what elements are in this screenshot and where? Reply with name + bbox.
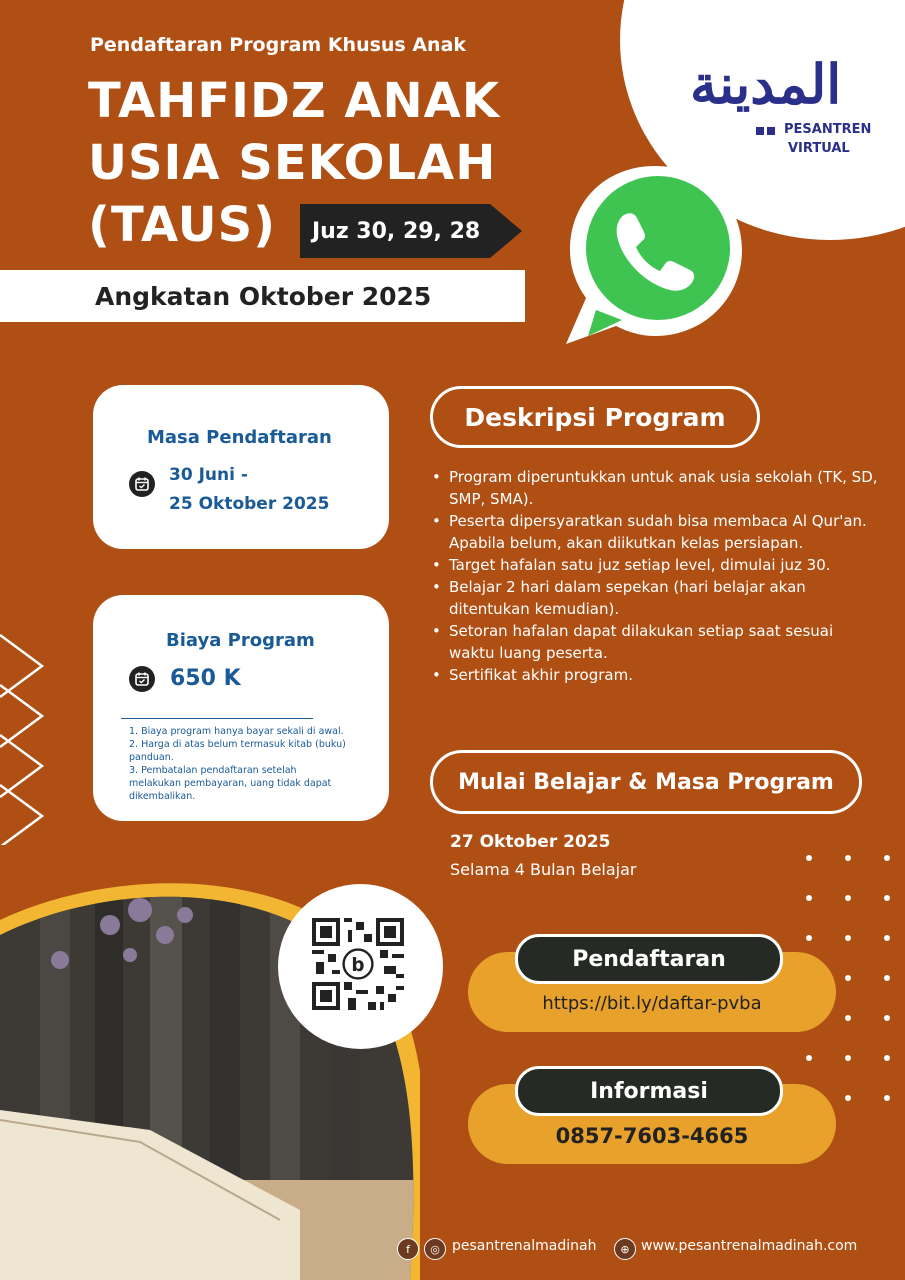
registration-heading: Masa Pendaftaran	[147, 427, 332, 448]
globe-icon: ⊕	[614, 1238, 636, 1260]
calendar-icon	[129, 471, 155, 497]
list-item: • Target hafalan satu juz setiap level, dimulai juz 30.	[432, 554, 882, 576]
logo-square-icon	[767, 127, 775, 135]
fee-notes	[129, 725, 379, 803]
logo-arabic: المدينة	[690, 52, 842, 116]
website-link[interactable]: www.pesantrenalmadinah.com	[641, 1238, 858, 1254]
social-handle[interactable]: pesantrenalmadinah	[452, 1238, 597, 1254]
list-item: • Belajar 2 hari dalam sepekan (hari belajar akan ditentukan kemudian).	[432, 576, 882, 620]
divider	[121, 718, 313, 719]
list-item: • Peserta dipersyaratkan sudah bisa membaca Al Qur'an. Apabila belum, akan diikutkan kelas persiapan.	[432, 510, 882, 554]
logo-text-line2: VIRTUAL	[788, 141, 850, 156]
registration-date-start: 30 Juni -	[169, 465, 248, 485]
qr-code-icon	[312, 918, 404, 1010]
start-date: 27 Oktober 2025	[450, 832, 611, 852]
title-line-1: TAHFIDZ ANAK	[88, 73, 501, 129]
instagram-icon[interactable]: ◎	[424, 1238, 446, 1260]
chevron-decoration-icon	[0, 630, 50, 845]
registration-dates	[169, 461, 329, 519]
juz-badge: Juz 30, 29, 28	[300, 204, 490, 258]
list-item: • Setoran hafalan dapat dilakukan setiap saat sesuai waktu luang peserta.	[432, 620, 882, 664]
fee-card	[93, 595, 389, 821]
fee-note: 1. Biaya program hanya bayar sekali di awal.	[129, 726, 344, 737]
fee-heading: Biaya Program	[166, 630, 315, 651]
fee-note: 3. Pembatalan pendaftaran setelah	[129, 765, 297, 776]
batch-banner: Angkatan Oktober 2025	[0, 270, 525, 322]
fee-note: 2. Harga di atas belum termasuk kitab (buku)	[129, 739, 346, 750]
title-line-2: USIA SEKOLAH	[88, 135, 497, 191]
fee-note: melakukan pembayaran, uang tidak dapat	[129, 778, 332, 789]
signup-label: Pendaftaran	[515, 934, 783, 984]
title-line-3: (TAUS)	[88, 197, 277, 253]
signup-link[interactable]: https://bit.ly/daftar-pvba	[542, 993, 762, 1014]
logo-square-icon	[756, 127, 764, 135]
whatsapp-icon	[562, 160, 748, 346]
registration-date-end: 25 Oktober 2025	[169, 494, 330, 514]
logo-text-line1: PESANTREN	[784, 122, 872, 137]
header-subtitle: Pendaftaran Program Khusus Anak	[90, 34, 467, 56]
list-item: • Program diperuntukkan untuk anak usia sekolah (TK, SD, SMP, SMA).	[432, 466, 882, 510]
start-heading: Mulai Belajar & Masa Program	[430, 750, 862, 814]
svg-text:b: b	[351, 954, 365, 976]
juz-badge-arrow	[490, 204, 522, 258]
program-duration: Selama 4 Bulan Belajar	[450, 860, 637, 879]
description-heading: Deskripsi Program	[430, 386, 760, 448]
list-item: • Sertifikat akhir program.	[432, 664, 882, 686]
calendar-icon	[129, 666, 155, 692]
info-phone[interactable]: 0857-7603-4665	[555, 1124, 749, 1148]
fee-note: panduan.	[129, 752, 174, 763]
facebook-icon[interactable]: f	[397, 1238, 419, 1260]
fee-note: dikembalikan.	[129, 791, 196, 802]
registration-card	[93, 385, 389, 549]
fee-amount: 650 K	[170, 666, 241, 691]
description-list	[432, 466, 882, 686]
info-label: Informasi	[515, 1066, 783, 1116]
